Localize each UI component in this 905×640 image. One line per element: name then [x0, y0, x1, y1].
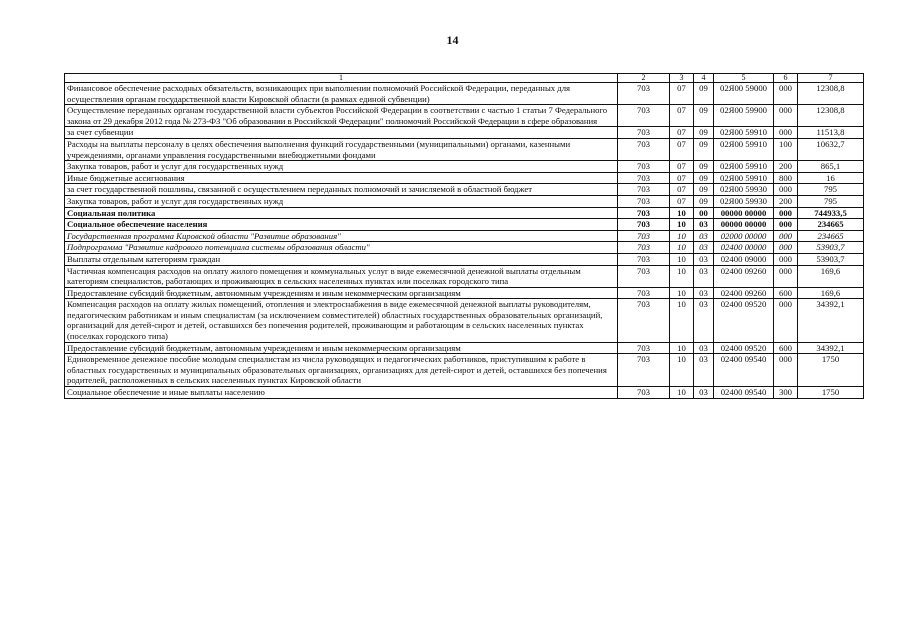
section-code-cell: 07 [670, 195, 694, 207]
admin-code-cell: 703 [618, 207, 670, 219]
target-code-cell: 02400 09520 [714, 342, 774, 354]
subsection-code-cell: 03 [694, 219, 714, 231]
expense-type-cell: 600 [774, 342, 798, 354]
target-code-cell: 02Я00 59910 [714, 127, 774, 139]
table-row [65, 207, 864, 219]
amount-cell: 11513,8 [798, 127, 864, 139]
item-name-cell: Закупка товаров, работ и услуг для государственных нужд [65, 195, 618, 207]
expense-type-cell: 000 [774, 219, 798, 231]
item-name-cell: Выплаты отдельным категориям граждан [65, 253, 618, 265]
admin-code-cell: 703 [618, 253, 670, 265]
subsection-code-cell: 09 [694, 195, 714, 207]
target-code-cell: 00000 00000 [714, 219, 774, 231]
admin-code-cell: 703 [618, 230, 670, 242]
section-code-cell: 10 [670, 265, 694, 287]
section-code-cell: 07 [670, 127, 694, 139]
subsection-code-cell: 09 [694, 161, 714, 173]
target-code-cell: 02Я00 59910 [714, 138, 774, 160]
target-code-cell: 02400 09260 [714, 287, 774, 299]
amount-cell: 795 [798, 184, 864, 196]
table-row [65, 219, 864, 231]
table-row [65, 161, 864, 173]
amount-cell: 234665 [798, 230, 864, 242]
subsection-code-cell: 03 [694, 299, 714, 342]
admin-code-cell: 703 [618, 184, 670, 196]
target-code-cell: 00000 00000 [714, 207, 774, 219]
section-code-cell: 07 [670, 83, 694, 105]
target-code-cell: 02Я00 59910 [714, 172, 774, 184]
amount-cell: 12308,8 [798, 105, 864, 127]
table-row [65, 265, 864, 287]
item-name-cell: Государственная программа Кировской области "Развитие образования" [65, 230, 618, 242]
subsection-code-cell: 03 [694, 342, 714, 354]
subsection-code-cell: 09 [694, 83, 714, 105]
subsection-code-cell: 03 [694, 265, 714, 287]
target-code-cell: 02000 00000 [714, 230, 774, 242]
amount-cell: 795 [798, 195, 864, 207]
page-number: 14 [446, 33, 459, 47]
table-row [65, 342, 864, 354]
amount-cell: 169,6 [798, 265, 864, 287]
item-name-cell: за счет субвенции [65, 127, 618, 139]
table-row [65, 172, 864, 184]
subsection-code-cell: 09 [694, 105, 714, 127]
target-code-cell: 02400 09540 [714, 354, 774, 387]
expense-type-cell: 000 [774, 265, 798, 287]
column-header: 1 [65, 74, 618, 83]
item-name-cell: Социальное обеспечение населения [65, 219, 618, 231]
section-code-cell: 10 [670, 299, 694, 342]
amount-cell: 169,6 [798, 287, 864, 299]
table-row [65, 83, 864, 105]
target-code-cell: 02400 09260 [714, 265, 774, 287]
section-code-cell: 07 [670, 184, 694, 196]
subsection-code-cell: 03 [694, 230, 714, 242]
expense-type-cell: 300 [774, 387, 798, 399]
table-row [65, 127, 864, 139]
expense-type-cell: 000 [774, 105, 798, 127]
admin-code-cell: 703 [618, 83, 670, 105]
expense-type-cell: 000 [774, 230, 798, 242]
expense-type-cell: 000 [774, 184, 798, 196]
target-code-cell: 02Я00 59000 [714, 83, 774, 105]
admin-code-cell: 703 [618, 387, 670, 399]
item-name-cell: Подпрограмма "Развитие кадрового потенциала системы образования области" [65, 242, 618, 254]
table-row [65, 138, 864, 160]
target-code-cell: 02Я00 59900 [714, 105, 774, 127]
subsection-code-cell: 00 [694, 207, 714, 219]
admin-code-cell: 703 [618, 265, 670, 287]
section-code-cell: 10 [670, 242, 694, 254]
table-row [65, 253, 864, 265]
admin-code-cell: 703 [618, 242, 670, 254]
subsection-code-cell: 03 [694, 354, 714, 387]
amount-cell: 53903,7 [798, 242, 864, 254]
subsection-code-cell: 09 [694, 184, 714, 196]
expense-type-cell: 000 [774, 127, 798, 139]
table-row [65, 354, 864, 387]
item-name-cell: Социальное обеспечение и иные выплаты населению [65, 387, 618, 399]
table-row [65, 287, 864, 299]
expense-type-cell: 200 [774, 195, 798, 207]
expense-type-cell: 000 [774, 253, 798, 265]
admin-code-cell: 703 [618, 219, 670, 231]
target-code-cell: 02400 09000 [714, 253, 774, 265]
column-header: 5 [714, 74, 774, 83]
admin-code-cell: 703 [618, 299, 670, 342]
item-name-cell: Закупка товаров, работ и услуг для государственных нужд [65, 161, 618, 173]
admin-code-cell: 703 [618, 195, 670, 207]
expense-type-cell: 000 [774, 242, 798, 254]
column-header: 7 [798, 74, 864, 83]
expense-type-cell: 000 [774, 83, 798, 105]
amount-cell: 1750 [798, 354, 864, 387]
expense-type-cell: 800 [774, 172, 798, 184]
item-name-cell: Частичная компенсация расходов на оплату жилого помещения и коммунальных услуг в виде ежемесячной денежной выплаты отдельным категориям специалистов, работающих и проживающих в сельских населенных пунктах или поселках городского типа [65, 265, 618, 287]
item-name-cell: Предоставление субсидий бюджетным, автономным учреждениям и иным некоммерческим организациям [65, 342, 618, 354]
expense-type-cell: 200 [774, 161, 798, 173]
expense-type-cell: 000 [774, 354, 798, 387]
target-code-cell: 02Я00 59930 [714, 184, 774, 196]
table-row [65, 387, 864, 399]
admin-code-cell: 703 [618, 287, 670, 299]
item-name-cell: Компенсация расходов на оплату жилых помещений, отопления и электроснабжения в виде ежемесячной денежной выплаты руководителям, педагогическим работникам и иным специалистам (за исключением совместителей) областных государственных образовательных организаций, организаций для детей-сирот и детей, оставшихся без попечения родителей, проживающим и работающим в сельских населенных пунктах (поселках городского типа) [65, 299, 618, 342]
header-row [65, 74, 864, 83]
item-name-cell: Финансовое обеспечение расходных обязательств, возникающих при выполнении полномочий Российской Федерации, переданных для осуществления органам государственной власти Кировской области (в рамках единой субвенции) [65, 83, 618, 105]
table-row [65, 299, 864, 342]
subsection-code-cell: 09 [694, 172, 714, 184]
subsection-code-cell: 03 [694, 387, 714, 399]
amount-cell: 1750 [798, 387, 864, 399]
item-name-cell: Предоставление субсидий бюджетным, автономным учреждениям и иным некоммерческим организациям [65, 287, 618, 299]
admin-code-cell: 703 [618, 127, 670, 139]
amount-cell: 865,1 [798, 161, 864, 173]
column-header: 3 [670, 74, 694, 83]
amount-cell: 10632,7 [798, 138, 864, 160]
item-name-cell: Единовременное денежное пособие молодым специалистам из числа руководящих и педагогических работников, приступившим к работе в областных государственных и муниципальных образовательных организациях, организациях для детей-сирот и детей, оставшихся без попечения родителей, расположенных в сельских населенных пунктах Кировской области [65, 354, 618, 387]
section-code-cell: 07 [670, 172, 694, 184]
subsection-code-cell: 03 [694, 253, 714, 265]
table-row [65, 242, 864, 254]
item-name-cell: Социальная политика [65, 207, 618, 219]
item-name-cell: Расходы на выплаты персоналу в целях обеспечения выполнения функций государственными (муниципальными) органами, казенными учреждениями, органами управления государственными внебюджетными фондами [65, 138, 618, 160]
table-row [65, 105, 864, 127]
item-name-cell: за счет государственной пошлины, связанной с осуществлением переданных полномочий и зачисляемой в областной бюджет [65, 184, 618, 196]
section-code-cell: 10 [670, 219, 694, 231]
target-code-cell: 02400 09540 [714, 387, 774, 399]
amount-cell: 34392,1 [798, 299, 864, 342]
section-code-cell: 10 [670, 354, 694, 387]
budget-table [64, 73, 864, 399]
amount-cell: 12308,8 [798, 83, 864, 105]
table-row [65, 230, 864, 242]
admin-code-cell: 703 [618, 172, 670, 184]
target-code-cell: 02Я00 59930 [714, 195, 774, 207]
expense-type-cell: 000 [774, 207, 798, 219]
expense-type-cell: 000 [774, 299, 798, 342]
target-code-cell: 02Я00 59910 [714, 161, 774, 173]
subsection-code-cell: 09 [694, 127, 714, 139]
subsection-code-cell: 09 [694, 138, 714, 160]
subsection-code-cell: 03 [694, 287, 714, 299]
item-name-cell: Иные бюджетные ассигнования [65, 172, 618, 184]
column-header: 2 [618, 74, 670, 83]
section-code-cell: 10 [670, 230, 694, 242]
section-code-cell: 10 [670, 342, 694, 354]
section-code-cell: 10 [670, 207, 694, 219]
target-code-cell: 02400 09520 [714, 299, 774, 342]
amount-cell: 34392,1 [798, 342, 864, 354]
section-code-cell: 07 [670, 105, 694, 127]
admin-code-cell: 703 [618, 138, 670, 160]
section-code-cell: 10 [670, 387, 694, 399]
amount-cell: 16 [798, 172, 864, 184]
target-code-cell: 02400 00000 [714, 242, 774, 254]
section-code-cell: 07 [670, 161, 694, 173]
table-row [65, 184, 864, 196]
amount-cell: 53903,7 [798, 253, 864, 265]
item-name-cell: Осуществление переданных органам государственной власти субъектов Российской Федерации в соответствии с частью 1 статьи 7 Федерального закона от 29 декабря 2012 года № 273-ФЗ "Об образовании в Российской Федерации" полномочий Российской Федерации в сфере образования [65, 105, 618, 127]
amount-cell: 744933,5 [798, 207, 864, 219]
subsection-code-cell: 03 [694, 242, 714, 254]
expense-type-cell: 600 [774, 287, 798, 299]
admin-code-cell: 703 [618, 342, 670, 354]
column-header: 4 [694, 74, 714, 83]
admin-code-cell: 703 [618, 161, 670, 173]
column-header: 6 [774, 74, 798, 83]
section-code-cell: 07 [670, 138, 694, 160]
table-row [65, 195, 864, 207]
admin-code-cell: 703 [618, 105, 670, 127]
section-code-cell: 10 [670, 253, 694, 265]
admin-code-cell: 703 [618, 354, 670, 387]
amount-cell: 234665 [798, 219, 864, 231]
expense-type-cell: 100 [774, 138, 798, 160]
section-code-cell: 10 [670, 287, 694, 299]
